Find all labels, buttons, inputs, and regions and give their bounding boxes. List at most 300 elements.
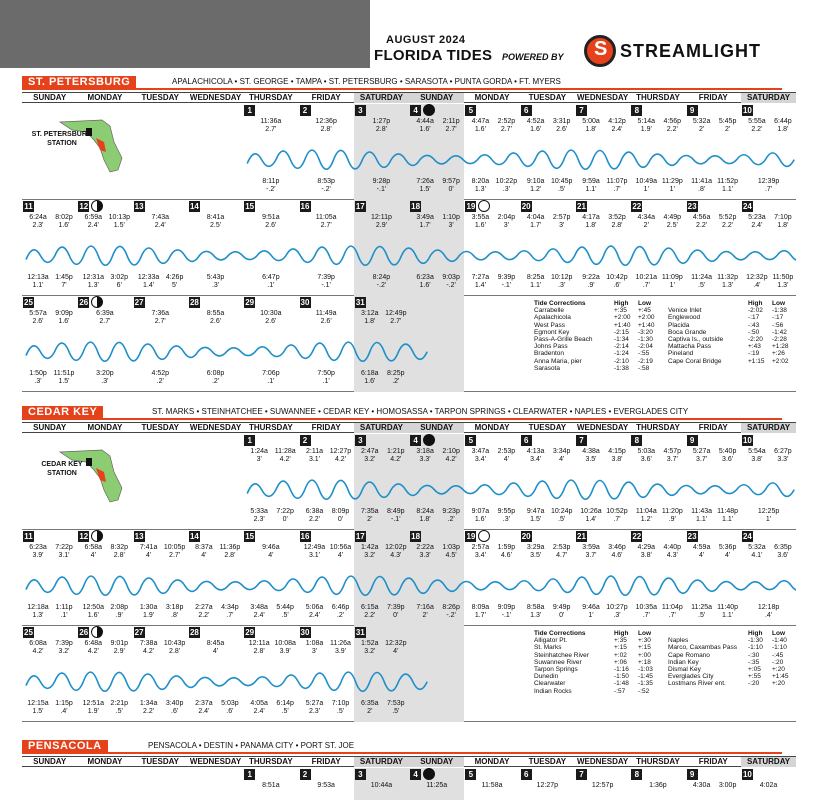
low-tide-label (603, 604, 631, 620)
tide-time: 9:55p (497, 508, 516, 515)
tide-time: 6:39a (96, 310, 114, 317)
time-offset: -:52 (638, 687, 650, 695)
tide-time: 9:46a (262, 544, 280, 551)
time-offset: -1:45 (638, 673, 653, 681)
date-number: 9 (687, 769, 698, 780)
tide-time: 5:14a (637, 118, 656, 125)
tide-height: 3.6' (722, 456, 734, 463)
high-tide-label (356, 544, 384, 560)
low-tide-label (161, 700, 189, 716)
tide-height: .7' (642, 612, 650, 619)
tide-height: 1.1' (530, 282, 542, 289)
brand-name: STREAMLIGHT (620, 41, 761, 61)
tide-time: 4:30a (692, 782, 711, 789)
low-tide-label (437, 178, 465, 194)
low-tide-label (548, 508, 576, 524)
tide-time: 12:51a (82, 700, 104, 707)
tide-time: 4:52a (526, 118, 545, 125)
tide-time: 11:04a (635, 508, 657, 515)
corrections-row (534, 680, 662, 687)
day-header-saturday: SATURDAY (741, 423, 796, 433)
high-tide-label (603, 214, 631, 230)
tide-time: 12:32p (385, 640, 407, 647)
low-tide-label (548, 604, 576, 620)
tide-height: 3' (256, 456, 262, 463)
tide-height: 1.8' (419, 516, 431, 523)
high-tide-label (79, 214, 107, 230)
high-tide-label (367, 214, 395, 230)
tide-time: 4:34p (221, 604, 239, 611)
powered-by-label: POWERED BY (502, 52, 564, 62)
high-tide-label (105, 214, 133, 230)
location-name: Suwannee River (534, 658, 582, 666)
day-header-wednesday: WEDNESDAY (189, 93, 242, 102)
time-offset: +:26 (772, 350, 785, 358)
date-number: 28 (189, 298, 199, 307)
high-tide-label (24, 640, 52, 656)
tide-curve (26, 576, 796, 595)
high-tide-label (492, 214, 520, 230)
tide-height: 1' (669, 186, 675, 193)
tide-height: 2.6' (265, 318, 277, 325)
day-header-friday: FRIDAY (311, 93, 341, 102)
time-offset: -1:48 (614, 680, 629, 688)
tide-height: 2.5' (210, 222, 222, 229)
tide-time: 7:39p (55, 640, 73, 647)
tide-height: 0' (282, 516, 288, 523)
time-offset: -:35 (748, 658, 760, 666)
tide-height: -.2' (266, 186, 276, 193)
high-tide-label (755, 782, 783, 790)
tide-time: 4:29a (637, 544, 656, 551)
high-tide-label (356, 640, 384, 656)
tide-time: 6:35a (361, 700, 379, 707)
tide-time: 8:09p (331, 508, 350, 515)
tide-height: 2.8' (224, 552, 236, 559)
tide-time: 8:11p (262, 178, 280, 185)
low-tide-label (245, 508, 273, 524)
high-tide-label (79, 544, 107, 560)
corrections-header (534, 630, 662, 637)
day-header-thursday: THURSDAY (636, 423, 680, 432)
time-offset: -1:10 (772, 644, 787, 652)
date-number: 4 (410, 769, 421, 780)
tide-height: 2.2' (696, 222, 708, 229)
day-header-saturday: SATURDAY (741, 757, 796, 767)
tide-height: 1.9' (143, 612, 155, 619)
high-tide-label (577, 214, 605, 230)
tide-height: 2' (698, 126, 705, 133)
low-tide-label (437, 604, 465, 620)
low-tide-label (161, 274, 189, 290)
date-number: 15 (245, 532, 255, 541)
date-number: 5 (465, 769, 476, 780)
location-name: Naples (668, 637, 689, 645)
tide-height: 2.6' (210, 318, 222, 325)
tide-time: 6:08a (29, 640, 47, 647)
tide-time: 11:28a (274, 448, 296, 455)
low-tide-label (548, 274, 576, 290)
tide-height: 2.3' (253, 516, 265, 523)
tide-height: 2.8' (113, 552, 125, 559)
time-offset: +:18 (638, 658, 651, 666)
date-number: 10 (742, 106, 752, 115)
tide-height: 1.8' (777, 222, 789, 229)
high-tide-label (714, 782, 742, 790)
tide-height: .2' (336, 612, 345, 619)
low-tide-label (632, 604, 660, 620)
tide-time: 5:44p (276, 604, 294, 611)
tide-height: 1.8' (585, 126, 597, 133)
tide-time: 6:27p (774, 448, 792, 455)
tide-time: 1:42a (361, 544, 379, 551)
low-tide-label (356, 508, 384, 524)
tide-curve (26, 246, 796, 265)
day-header-thursday: THURSDAY (248, 93, 293, 102)
day-header-friday: FRIDAY (311, 757, 341, 766)
time-offset: -:45 (772, 651, 784, 659)
tide-height: 1.3' (87, 282, 99, 289)
corrections-row (534, 343, 662, 350)
location-name: Englewood (668, 314, 701, 322)
low-tide-label (411, 178, 439, 194)
low-tide-label (492, 508, 520, 524)
low-tide-label (257, 274, 285, 290)
location-name: Boca Grande (668, 328, 707, 336)
low-tide-label (714, 508, 742, 524)
time-offset: +1:45 (772, 673, 789, 681)
tide-height: .3' (502, 186, 510, 193)
day-header-sunday: SUNDAY (33, 423, 67, 432)
tide-time: 1:45p (55, 274, 73, 281)
tide-height: 3.9' (334, 648, 347, 655)
date-number: 23 (687, 532, 697, 541)
low-tide-label (714, 274, 742, 290)
high-tide-label (24, 310, 52, 326)
high-tide-label (50, 544, 78, 560)
high-tide-label (382, 544, 410, 560)
tide-time: 9:23p (442, 508, 460, 515)
location-name: Everglades City (668, 673, 714, 681)
tide-height: 2' (643, 222, 649, 229)
tide-corrections-table (534, 300, 796, 388)
tide-height: 3.2' (364, 648, 376, 655)
tide-height: 2.4' (198, 708, 210, 715)
tide-time: 8:24p (372, 274, 391, 281)
tide-height: 3.7' (696, 456, 708, 463)
high-tide-label (769, 544, 797, 560)
day-header-thursday: THURSDAY (248, 423, 293, 432)
low-tide-label (105, 274, 133, 290)
low-tide-label (216, 604, 244, 620)
low-tide-label (50, 604, 78, 620)
high-tide-label (603, 448, 631, 464)
tide-time: 4:44a (416, 118, 434, 125)
high-tide-label (423, 782, 451, 790)
low-tide-label (411, 604, 439, 620)
low-tide-label (632, 508, 660, 524)
low-tide-label (312, 274, 340, 290)
high-tide-label (688, 214, 716, 230)
low-tide-label (577, 604, 605, 620)
tide-height: .3' (613, 612, 621, 619)
low-tide-label (382, 508, 410, 524)
tide-height: 2.4' (253, 612, 265, 619)
tide-time: 7:38a (139, 640, 158, 647)
high-tide-label (356, 448, 384, 464)
tide-time: 9:59a (582, 178, 600, 185)
time-offset: -2:10 (614, 357, 629, 365)
low-tide-label (755, 508, 783, 524)
tide-height: .7' (613, 186, 621, 193)
low-tide-label (24, 604, 52, 620)
low-tide-label (24, 700, 52, 716)
time-offset: +:00 (638, 651, 651, 659)
tide-time: 10:26a (580, 508, 602, 515)
tide-height: 4.2' (143, 648, 155, 655)
time-offset: -:43 (748, 321, 760, 329)
date-number: 22 (632, 532, 642, 541)
low-tide-label (202, 274, 230, 290)
tide-height: 1.5' (58, 378, 70, 385)
tide-time: 6:58a (84, 544, 103, 551)
date-number: 30 (300, 628, 310, 637)
tide-time: 5:03p (221, 700, 239, 707)
station-label-line: ST. PETERSBURG (31, 131, 93, 138)
tide-time: 12:36p (315, 118, 337, 125)
corrections-row (668, 659, 796, 666)
date-number: 7 (576, 105, 587, 116)
tide-height: 4' (201, 552, 207, 559)
date-number: 7 (576, 435, 587, 446)
tide-height: 1.2' (640, 516, 652, 523)
month-label: AUGUST 2024 (386, 34, 466, 46)
tide-time: 12:18p (757, 604, 780, 611)
tide-time: 4:13a (526, 448, 545, 455)
tide-height: 1.5' (113, 222, 125, 229)
low-tide-label (492, 604, 520, 620)
tide-time: 8:41a (206, 214, 225, 221)
tide-height: 2' (367, 708, 373, 715)
tide-time: 11:25a (691, 604, 713, 611)
high-tide-label (743, 118, 771, 134)
high-tide-label (688, 118, 716, 134)
date-number: 19 (466, 532, 476, 541)
time-offset: +:20 (772, 680, 785, 688)
low-tide-label (50, 274, 78, 290)
high-tide-label (437, 448, 465, 464)
low-tide-label (190, 604, 218, 620)
tide-time: 8:58a (526, 604, 545, 611)
time-offset: -1:16 (614, 666, 629, 674)
high-tide-label (79, 640, 107, 656)
time-offset: +1:40 (638, 321, 655, 329)
tide-height: .1' (267, 282, 275, 289)
tide-height: 2.7' (265, 126, 277, 133)
tide-time: 5:33a (250, 508, 268, 515)
tide-time: 8:25a (526, 274, 545, 281)
tide-height: .4' (764, 612, 773, 619)
tide-time: 7:10p (774, 214, 792, 221)
corrections-row (668, 322, 796, 329)
high-tide-label (603, 118, 631, 134)
tide-time: 5:32a (692, 118, 711, 125)
tide-height: 1.3' (530, 612, 542, 619)
date-number: 1 (244, 769, 255, 780)
location-name: St. Marks (534, 644, 562, 652)
tide-height: .3' (211, 282, 220, 289)
tide-height: 1.1' (696, 516, 708, 523)
tide-time: 11:32p (717, 274, 739, 281)
tide-time: 11:29p (661, 178, 683, 185)
tide-time: 7:50p (317, 370, 335, 377)
low-tide-label (411, 274, 439, 290)
tide-time: 11:51p (53, 370, 75, 377)
tide-time: 12:33a (137, 274, 160, 281)
low-tide-label (327, 604, 355, 620)
location-name: Cape Coral Bridge (668, 357, 722, 365)
low-tide-label (24, 274, 52, 290)
corrections-header-cell: High (748, 300, 763, 307)
tide-height: 1.6' (474, 516, 486, 523)
time-offset: +2:00 (614, 314, 631, 322)
high-tide-label (257, 118, 285, 134)
tide-height: .1' (267, 378, 275, 385)
tide-height: 3.8' (640, 552, 652, 559)
tide-height: 1.6' (419, 282, 431, 289)
tide-height: 2.9' (375, 222, 387, 229)
tide-time: 6:35p (774, 544, 792, 551)
tide-height: 1.1' (32, 282, 44, 289)
tide-time: 11:58a (481, 782, 503, 789)
tide-time: 4:38a (582, 448, 600, 455)
tide-height: 4' (698, 552, 705, 559)
date-number: 6 (521, 105, 532, 116)
tide-time: 6:23a (29, 544, 47, 551)
time-offset: -1:40 (772, 637, 787, 645)
corrections-header-cell (668, 630, 748, 637)
tide-height: 4.3' (390, 552, 402, 559)
low-tide-label (257, 370, 285, 386)
tide-time: 10:13p (108, 214, 130, 221)
low-tide-label (382, 700, 410, 716)
tide-height: 4.6' (611, 552, 623, 559)
tide-time: 2:22a (416, 544, 434, 551)
date-number: 8 (631, 769, 642, 780)
low-tide-label (50, 700, 78, 716)
high-tide-label (312, 310, 340, 326)
tide-time: 8:25p (387, 370, 405, 377)
date-number: 29 (245, 298, 255, 307)
tide-time: 10:42p (606, 274, 628, 281)
date-number: 20 (521, 532, 531, 541)
date-number: 9 (687, 435, 698, 446)
low-tide-label (632, 178, 660, 194)
tide-time: 12:25p (757, 508, 780, 515)
tide-time: 9:03p (442, 274, 460, 281)
tide-height: 3.7' (585, 552, 597, 559)
tide-time: 7:43a (151, 214, 170, 221)
tide-height: .5' (281, 612, 289, 619)
low-tide-label (769, 274, 797, 290)
corrections-header-cell: Low (772, 630, 785, 637)
corrections-column (534, 300, 662, 372)
date-number: 11 (24, 532, 33, 541)
low-tide-label (492, 178, 520, 194)
corrections-header (668, 630, 796, 637)
time-offset: -:20 (772, 658, 784, 666)
low-tide-label (743, 274, 771, 290)
tide-curve (247, 150, 794, 169)
tide-time: 1:52a (361, 640, 379, 647)
high-tide-label (257, 310, 285, 326)
date-number: 2 (300, 435, 311, 446)
tide-height: 2.2' (308, 516, 321, 523)
day-header-wednesday: WEDNESDAY (577, 757, 629, 766)
tide-time: 10:35a (635, 604, 657, 611)
tide-time: 2:52p (497, 118, 516, 125)
tide-height: 1.6' (530, 126, 542, 133)
day-header-sunday: SUNDAY (33, 757, 67, 766)
tide-height: .2' (156, 378, 164, 385)
tide-time: 3:18a (416, 448, 434, 455)
high-tide-label (644, 782, 672, 790)
date-number: 2 (300, 769, 311, 780)
tide-height: .2' (211, 378, 220, 385)
tide-time: 1:03p (442, 544, 460, 551)
time-offset: -:30 (748, 651, 760, 659)
corrections-row (534, 322, 662, 329)
high-tide-label (411, 214, 439, 230)
low-tide-label (271, 508, 299, 524)
corrections-header-cell: High (614, 300, 629, 307)
time-offset: -1:03 (638, 666, 653, 674)
date-number: 2 (300, 105, 311, 116)
tide-time: 11:20p (661, 508, 683, 515)
tide-time: 4:02a (759, 782, 778, 789)
date-number: 13 (134, 202, 144, 211)
high-tide-label (202, 310, 230, 326)
low-tide-label (146, 370, 174, 386)
tide-height: 2.2' (364, 612, 376, 619)
tide-height: -.1' (321, 282, 331, 289)
tide-height: .5' (115, 708, 123, 715)
day-header-sunday: SUNDAY (409, 93, 464, 103)
low-tide-label (135, 274, 163, 290)
tide-time: 4:15p (608, 448, 626, 455)
high-tide-label (577, 448, 605, 464)
date-number: 9 (687, 105, 698, 116)
day-header-sunday: SUNDAY (33, 93, 67, 102)
day-header-thursday: THURSDAY (248, 757, 293, 766)
new-moon-icon (423, 768, 435, 780)
tide-time: 12:15a (27, 700, 49, 707)
high-tide-label (743, 448, 771, 464)
high-tide-label (522, 118, 550, 134)
tide-time: 7:06p (262, 370, 280, 377)
tide-curve (26, 672, 427, 691)
tide-height: 4.3' (666, 552, 678, 559)
tide-time: 2:57a (471, 544, 490, 551)
tide-time: 9:01p (110, 640, 129, 647)
time-offset: -2:15 (614, 328, 629, 336)
tide-time: 11:40p (717, 604, 739, 611)
low-tide-label (466, 178, 494, 194)
date-number: 13 (134, 532, 144, 541)
tide-time: 8:24a (416, 508, 434, 515)
high-tide-label (437, 118, 465, 134)
tide-time: 4:12p (608, 118, 626, 125)
